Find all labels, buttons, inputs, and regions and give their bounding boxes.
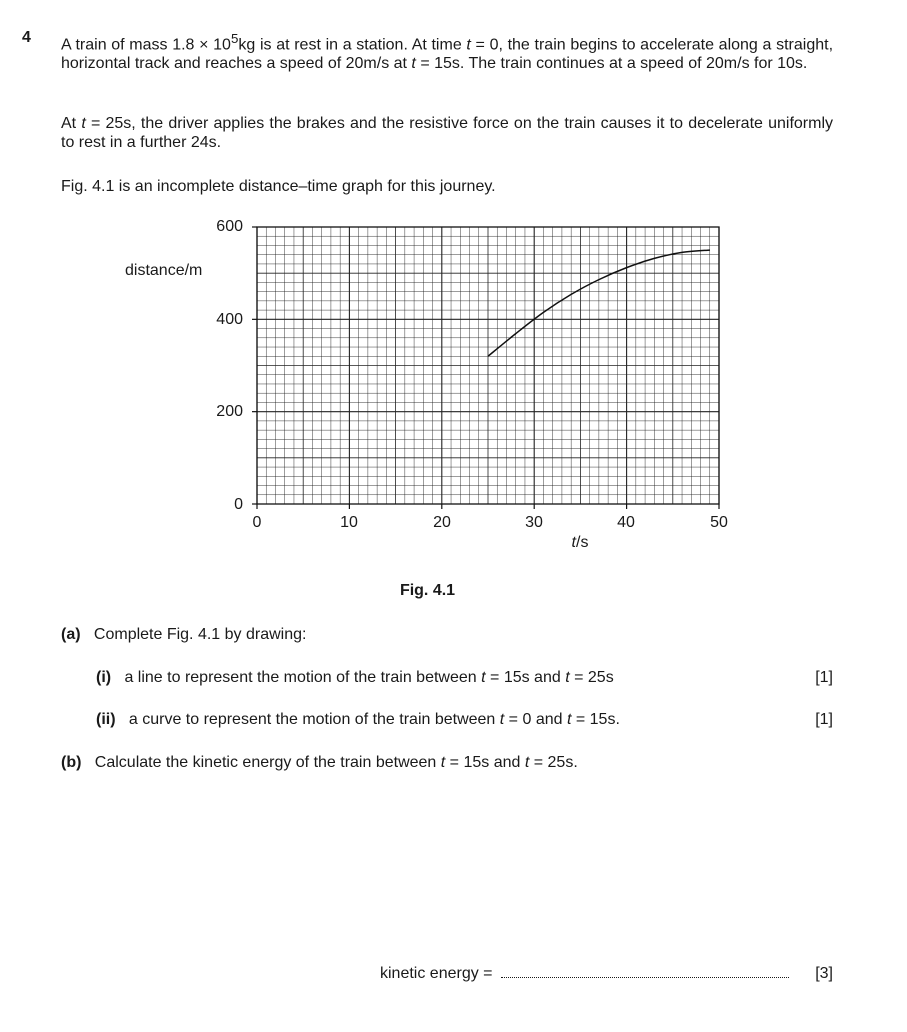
x-tick-label-30: 30 <box>525 514 543 531</box>
chart-x-axis-label: t/s <box>571 534 589 551</box>
chart-axes <box>252 227 719 509</box>
y-tick-label-600: 600 <box>216 218 243 235</box>
y-tick-label-200: 200 <box>216 403 243 420</box>
marks-a-i: [1] <box>815 669 833 686</box>
part-a-ii: (ii) a curve to represent the motion of the train between t = 0 and t = 15s. [1] <box>96 711 833 728</box>
question-number: 4 <box>22 29 31 46</box>
answer-input-line[interactable] <box>501 965 789 978</box>
x-tick-label-10: 10 <box>340 514 358 531</box>
chart-minor-grid <box>257 227 719 504</box>
part-a-i: (i) a line to represent the motion of the train between t = 15s and t = 25s [1] <box>96 669 833 686</box>
question-intro-paragraph: A train of mass $1.8 \times 10^5kg$ is at rest in a station. At time t = 0, the train begins to accelerate along a straight, horizontal track and reaches a speed of 20m/s at t = 15s. The train continues at a speed of 20m/s for 10s. <box>61 31 834 73</box>
x-tick-label-0: 0 <box>252 514 262 531</box>
y-tick-label-0: 0 <box>234 496 243 513</box>
chart-y-axis-label: distance/m <box>125 262 203 279</box>
figure-intro-text: Fig. 4.1 is an incomplete distance–time graph for this journey. <box>61 178 496 195</box>
part-a-instruction: (a) Complete Fig. 4.1 by drawing: <box>61 626 307 643</box>
x-tick-label-50: 50 <box>710 514 728 531</box>
marks-a-ii: [1] <box>815 711 833 728</box>
figure-caption: Fig. 4.1 <box>399 582 456 599</box>
marks-b: [3] <box>815 965 833 982</box>
question-braking-paragraph: At t = 25s, the driver applies the brakes and the resistive force on the train causes it to decelerate uniformly to rest in a further 24s. <box>61 115 834 151</box>
kinetic-energy-answer-line: kinetic energy = [3] <box>380 965 833 982</box>
y-tick-label-400: 400 <box>216 311 243 328</box>
part-b-question: (b) Calculate the kinetic energy of the train between t = 15s and t = 25s. <box>61 754 578 771</box>
x-tick-label-40: 40 <box>617 514 635 531</box>
x-tick-label-20: 20 <box>433 514 451 531</box>
